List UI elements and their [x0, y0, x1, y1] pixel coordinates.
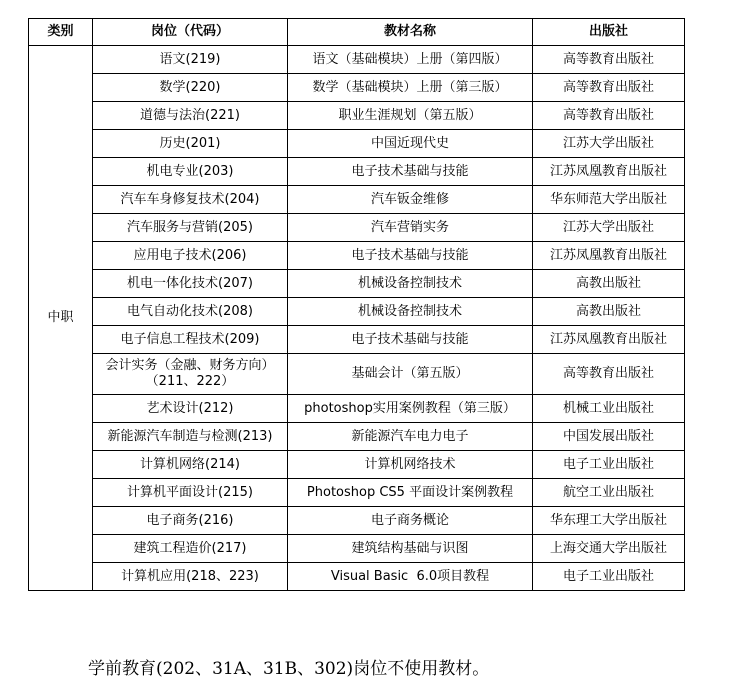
publisher-cell: 高教出版社: [533, 298, 685, 326]
publisher-cell: 江苏凤凰教育出版社: [533, 158, 685, 186]
publisher-cell: 高教出版社: [533, 270, 685, 298]
textbook-cell: 基础会计（第五版）: [288, 354, 533, 395]
textbook-table: [28, 18, 685, 591]
textbook-cell: Photoshop CS5 平面设计案例教程: [288, 479, 533, 507]
publisher-cell: 上海交通大学出版社: [533, 535, 685, 563]
textbook-cell: photoshop实用案例教程（第三版）: [288, 395, 533, 423]
header-publisher: 出版社: [533, 19, 685, 46]
position-cell: 电子信息工程技术(209): [93, 326, 288, 354]
position-line-1: 会计实务（金融、财务方向）: [105, 358, 275, 373]
publisher-cell: 江苏大学出版社: [533, 214, 685, 242]
position-cell: 新能源汽车制造与检测(213): [93, 423, 288, 451]
table-row: [29, 298, 685, 326]
header-position: 岗位（代码）: [93, 19, 288, 46]
textbook-cell: 电子商务概论: [288, 507, 533, 535]
footnote: 学前教育(202、31A、31B、302)岗位不使用教材。: [88, 659, 490, 679]
publisher-cell: 航空工业出版社: [533, 479, 685, 507]
publisher-cell: 高等教育出版社: [533, 46, 685, 74]
textbook-cell: 中国近现代史: [288, 130, 533, 158]
textbook-cell: 职业生涯规划（第五版）: [288, 102, 533, 130]
table-row: [29, 354, 685, 395]
position-cell: 数学(220): [93, 74, 288, 102]
header-category: 类别: [29, 19, 93, 46]
position-cell: 计算机平面设计(215): [93, 479, 288, 507]
textbook-cell: 电子技术基础与技能: [288, 242, 533, 270]
position-cell: 道德与法治(221): [93, 102, 288, 130]
textbook-cell: 计算机网络技术: [288, 451, 533, 479]
position-cell: 艺术设计(212): [93, 395, 288, 423]
textbook-cell: 汽车钣金维修: [288, 186, 533, 214]
publisher-cell: 华东师范大学出版社: [533, 186, 685, 214]
publisher-cell: 机械工业出版社: [533, 395, 685, 423]
publisher-cell: 中国发展出版社: [533, 423, 685, 451]
textbook-cell: 新能源汽车电力电子: [288, 423, 533, 451]
position-cell: 历史(201): [93, 130, 288, 158]
textbook-cell: 机械设备控制技术: [288, 298, 533, 326]
publisher-cell: 华东理工大学出版社: [533, 507, 685, 535]
table-row: [29, 423, 685, 451]
textbook-cell: 语文（基础模块）上册（第四版）: [288, 46, 533, 74]
position-cell: 机电一体化技术(207): [93, 270, 288, 298]
position-line-2: （211、222）: [145, 374, 235, 389]
table-row: [29, 535, 685, 563]
table-row: [29, 270, 685, 298]
position-cell: 应用电子技术(206): [93, 242, 288, 270]
position-cell: 机电专业(203): [93, 158, 288, 186]
position-cell: 电子商务(216): [93, 507, 288, 535]
textbook-cell: Visual Basic 6.0项目教程: [288, 563, 533, 591]
textbook-cell: 电子技术基础与技能: [288, 326, 533, 354]
table-row: [29, 158, 685, 186]
textbook-cell: 电子技术基础与技能: [288, 158, 533, 186]
publisher-cell: 电子工业出版社: [533, 563, 685, 591]
publisher-cell: 江苏凤凰教育出版社: [533, 326, 685, 354]
position-cell: 建筑工程造价(217): [93, 535, 288, 563]
table-row: [29, 74, 685, 102]
publisher-cell: 高等教育出版社: [533, 74, 685, 102]
table-row: [29, 479, 685, 507]
table-row: [29, 507, 685, 535]
position-cell: 汽车车身修复技术(204): [93, 186, 288, 214]
textbook-cell: 建筑结构基础与识图: [288, 535, 533, 563]
position-cell: 语文(219): [93, 46, 288, 74]
table-row: [29, 326, 685, 354]
position-cell: 计算机应用(218、223): [93, 563, 288, 591]
publisher-cell: 高等教育出版社: [533, 354, 685, 395]
table-row: [29, 46, 685, 74]
position-cell: 计算机网络(214): [93, 451, 288, 479]
table-row: [29, 130, 685, 158]
publisher-cell: 电子工业出版社: [533, 451, 685, 479]
table-row: [29, 395, 685, 423]
position-cell: 电气自动化技术(208): [93, 298, 288, 326]
table-row: [29, 242, 685, 270]
position-cell: [93, 354, 288, 395]
publisher-cell: 江苏大学出版社: [533, 130, 685, 158]
publisher-cell: 高等教育出版社: [533, 102, 685, 130]
header-textbook: 教材名称: [288, 19, 533, 46]
textbook-cell: 机械设备控制技术: [288, 270, 533, 298]
header-row: [29, 19, 685, 46]
position-cell: 汽车服务与营销(205): [93, 214, 288, 242]
table-row: [29, 186, 685, 214]
textbook-cell: 数学（基础模块）上册（第三版）: [288, 74, 533, 102]
table-row: [29, 563, 685, 591]
table-row: [29, 214, 685, 242]
category-cell: 中职: [29, 46, 93, 591]
table-row: [29, 102, 685, 130]
publisher-cell: 江苏凤凰教育出版社: [533, 242, 685, 270]
table-row: [29, 451, 685, 479]
textbook-cell: 汽车营销实务: [288, 214, 533, 242]
